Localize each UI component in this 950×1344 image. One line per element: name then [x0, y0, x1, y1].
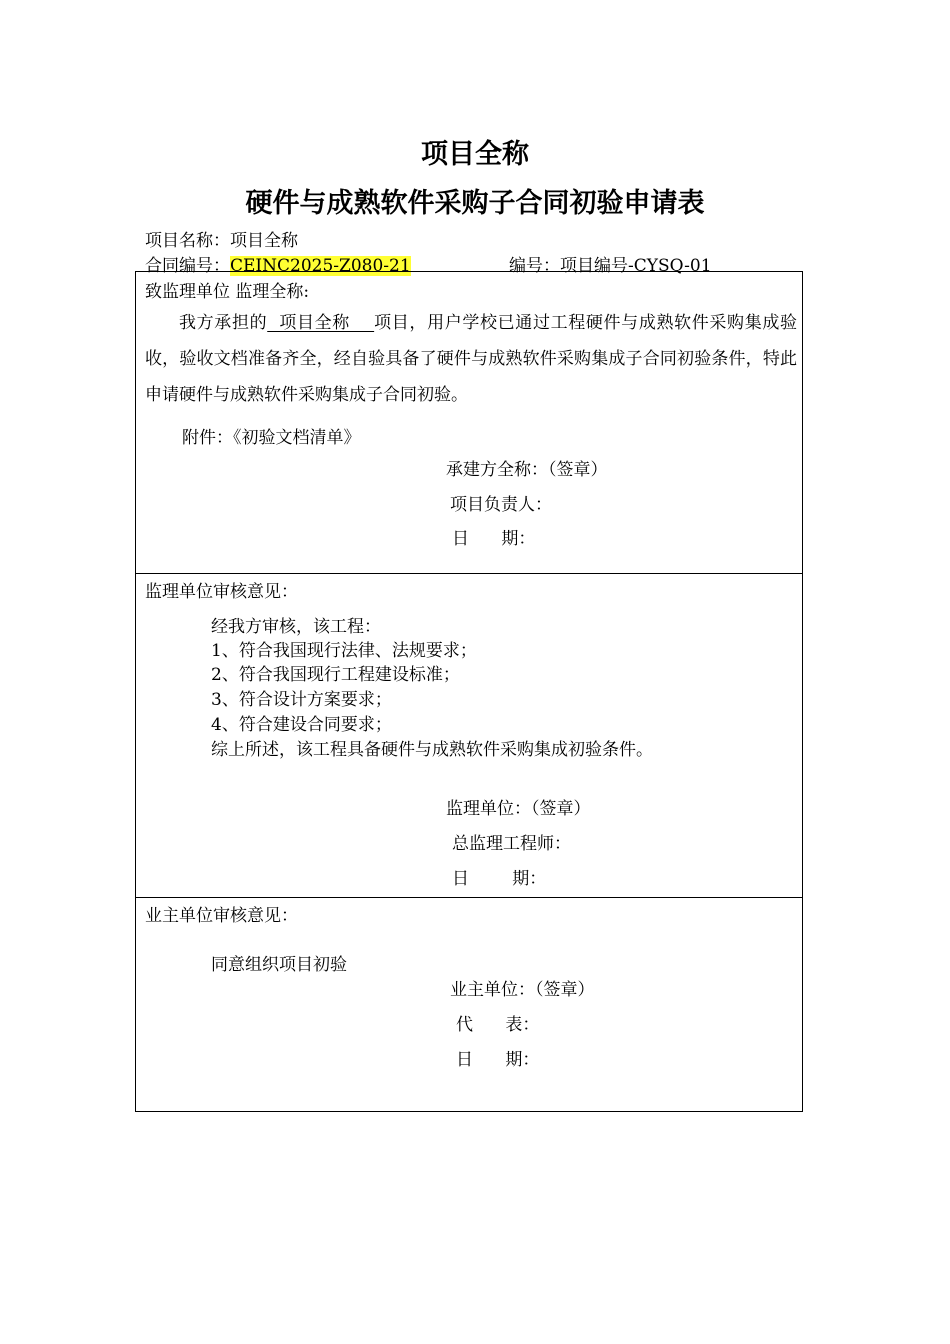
- review-line: 4、符合建设合同要求；: [211, 715, 392, 735]
- application-paragraph: [145, 305, 797, 413]
- review-line: 综上所述，该工程具备硬件与成熟软件采购集成初验条件。: [211, 740, 653, 760]
- owner-signature-line: 业主单位：（签章）: [450, 980, 595, 1000]
- supervisor-review-heading: 监理单位审核意见：: [145, 582, 298, 602]
- builder-signature-line: 承建方全称：（签章）: [446, 460, 608, 480]
- contract-no-label: 合同编号：: [145, 256, 230, 276]
- intro-before: 我方承担的: [179, 313, 268, 333]
- contract-no-value: CEINC2025-Z080-21: [230, 256, 411, 276]
- owner-date-line: 日 期：: [456, 1050, 540, 1070]
- intro-project-name: 项目全称: [267, 313, 375, 333]
- form-title: 硬件与成熟软件采购子合同初验申请表: [245, 188, 705, 219]
- serial-value: 项目编号-CYSQ-01: [560, 256, 712, 276]
- intro-after: 项目，用户学校已通过工程硬件与成熟软件采购集成验收，验收文档准备齐全，经自验具备了硬件与成熟软件采购集成子合同初验条件，特此申请硬件与成熟软件采购集成子合同初验。: [145, 313, 797, 405]
- attachment-line: 附件：《初验文档清单》: [182, 428, 361, 448]
- owner-review-section: [135, 897, 803, 1112]
- supervisor-date-line: 日 期：: [452, 869, 547, 889]
- representative-line: 代 表：: [456, 1015, 540, 1035]
- project-name-label: 项目名称：: [145, 231, 230, 251]
- builder-date-line: 日 期：: [452, 529, 536, 549]
- review-line: 经我方审核，该工程：: [211, 617, 381, 637]
- owner-opinion: 同意组织项目初验: [211, 955, 347, 975]
- to-supervisor-label: 致监理单位 监理全称:: [145, 282, 310, 302]
- project-name-value: 项目全称: [230, 231, 298, 251]
- chief-engineer-line: 总监理工程师：: [452, 834, 571, 854]
- project-name-row: [145, 226, 298, 251]
- review-line: 2、符合我国现行工程建设标准；: [211, 665, 460, 685]
- owner-review-heading: 业主单位审核意见：: [145, 906, 298, 926]
- supervisor-signature-line: 监理单位：（签章）: [446, 799, 591, 819]
- review-line: 3、符合设计方案要求；: [211, 690, 392, 710]
- review-line: 1、符合我国现行法律、法规要求；: [211, 641, 477, 661]
- serial-label: 编号：: [509, 256, 560, 276]
- document-title: 项目全称: [421, 139, 529, 170]
- project-manager-line: 项目负责人：: [450, 495, 552, 515]
